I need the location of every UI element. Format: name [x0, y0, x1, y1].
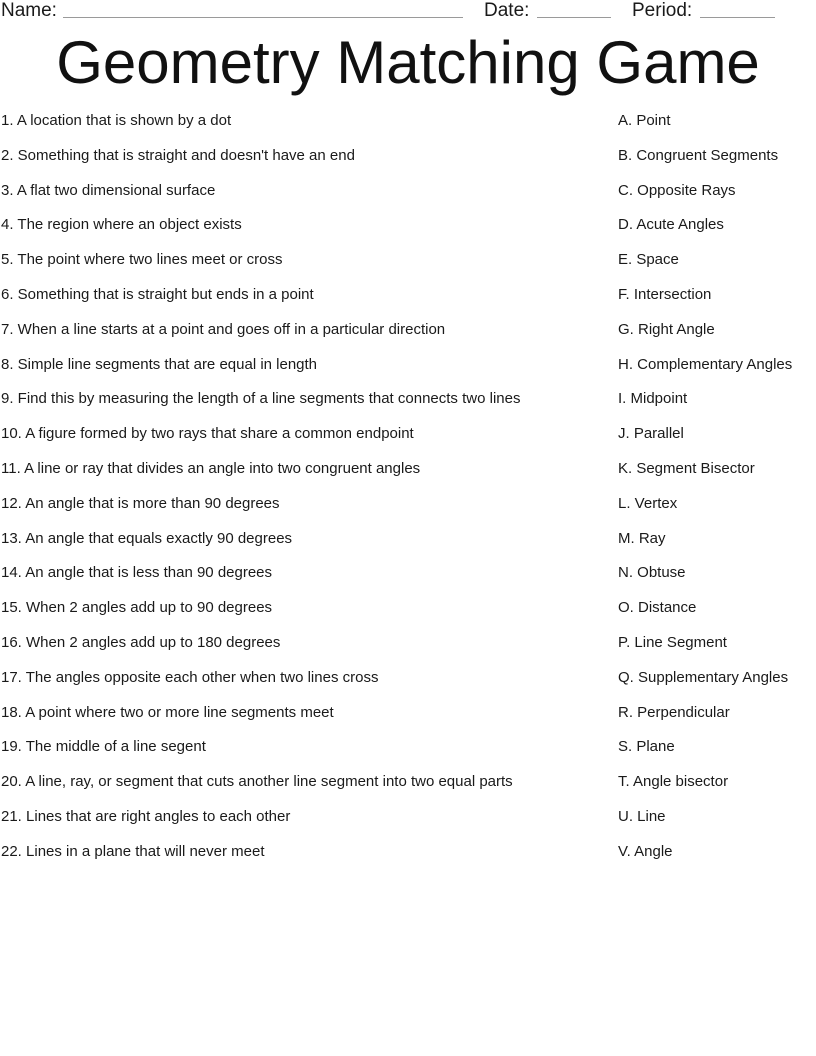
answer-item: J. Parallel [618, 425, 684, 443]
clue-item: 4. The region where an object exists [1, 216, 242, 234]
clue-item: 8. Simple line segments that are equal in length [1, 355, 318, 373]
answer-list [618, 111, 814, 877]
answer-item: U. Line [618, 807, 666, 825]
clue-item: 10. A figure formed by two rays that share a common endpoint [1, 425, 414, 443]
period-blank-line [700, 17, 775, 18]
answer-item: R. Perpendicular [618, 703, 730, 721]
clue-item: 1. A location that is shown by a dot [1, 112, 232, 129]
clue-item: 3. A flat two dimensional surface [1, 181, 216, 199]
answer-item: L. Vertex [618, 494, 678, 512]
answer-item: B. Congruent Segments [618, 146, 779, 164]
clue-item: 6. Something that is straight but ends in a point [1, 285, 314, 303]
answer-item: E. Space [618, 251, 679, 269]
clue-item: 18. A point where two or more line segments meet [1, 703, 334, 721]
worksheet-header [0, 0, 816, 22]
date-blank-line [537, 17, 611, 18]
answer-item: I. Midpoint [618, 390, 688, 408]
answer-item: T. Angle bisector [618, 773, 729, 791]
page-title: Geometry Matching Game [56, 29, 760, 96]
clue-item: 14. An angle that is less than 90 degrees [1, 564, 273, 582]
clue-item: 5. The point where two lines meet or cross [1, 251, 283, 269]
answer-item: A. Point [618, 112, 671, 129]
clue-item: 22. Lines in a plane that will never meet [1, 842, 265, 860]
period-label: Period: [632, 0, 693, 21]
answer-item: N. Obtuse [618, 564, 686, 582]
clue-item: 7. When a line starts at a point and goes off in a particular direction [1, 320, 446, 338]
answer-item: H. Complementary Angles [618, 355, 793, 373]
answer-item: S. Plane [618, 738, 675, 756]
answer-item: C. Opposite Rays [618, 181, 736, 199]
name-label: Name: [1, 0, 57, 21]
answer-item: M. Ray [618, 529, 666, 547]
clue-item: 12. An angle that is more than 90 degrees [1, 494, 280, 512]
answer-item: D. Acute Angles [618, 216, 724, 234]
answer-item: O. Distance [618, 599, 697, 617]
clue-list [1, 111, 601, 877]
clue-item: 16. When 2 angles add up to 180 degrees [1, 633, 281, 651]
clue-item: 19. The middle of a line segent [1, 738, 206, 756]
clue-item: 2. Something that is straight and doesn't have an end [1, 146, 355, 164]
date-label: Date: [484, 0, 530, 21]
clue-item: 11. A line or ray that divides an angle into two congruent angles [1, 459, 421, 477]
clue-item: 13. An angle that equals exactly 90 degrees [1, 529, 293, 547]
clue-item: 20. A line, ray, or segment that cuts another line segment into two equal parts [1, 773, 513, 791]
clue-item: 17. The angles opposite each other when two lines cross [1, 668, 379, 686]
name-blank-line [63, 17, 463, 18]
clue-item: 21. Lines that are right angles to each other [1, 807, 291, 825]
answer-item: F. Intersection [618, 285, 712, 303]
answer-item: G. Right Angle [618, 320, 715, 338]
answer-item: Q. Supplementary Angles [618, 668, 789, 686]
answer-item: V. Angle [618, 842, 673, 860]
clue-item: 15. When 2 angles add up to 90 degrees [1, 599, 273, 617]
clue-item: 9. Find this by measuring the length of a line segments that connects two lines [1, 390, 521, 408]
answer-item: P. Line Segment [618, 633, 727, 651]
answer-item: K. Segment Bisector [618, 459, 755, 477]
